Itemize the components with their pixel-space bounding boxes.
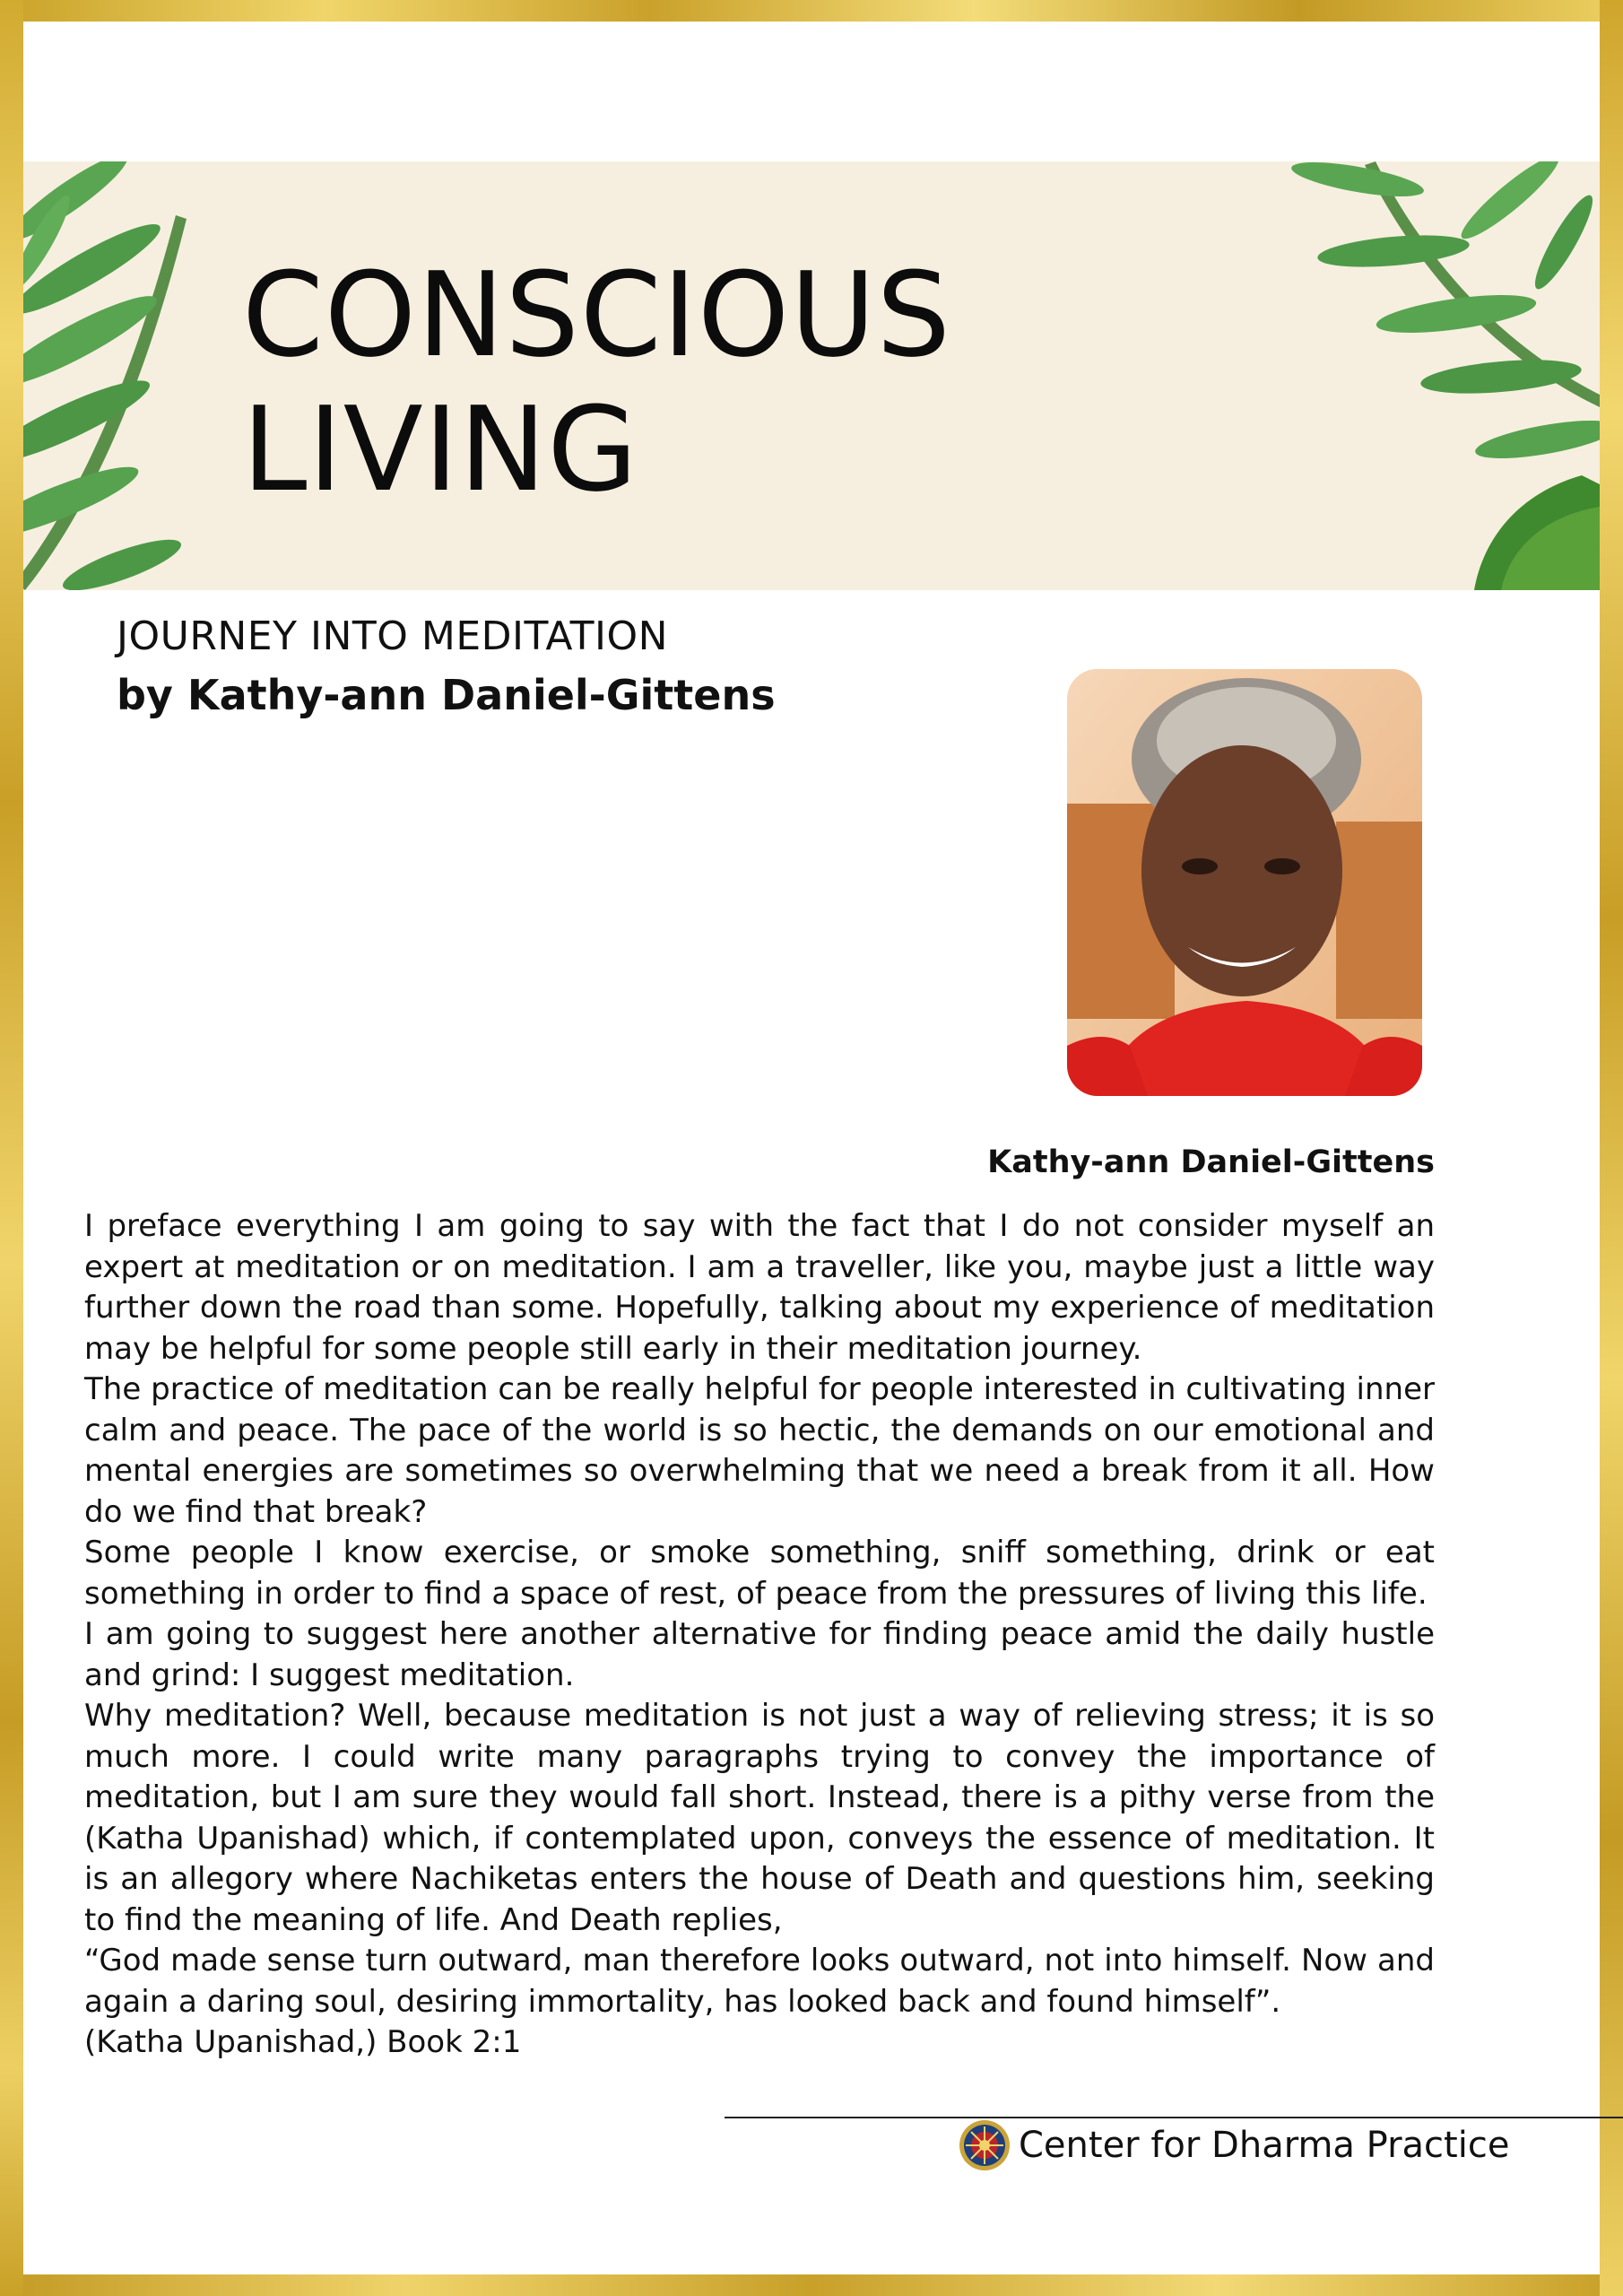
photo-caption: Kathy-ann Daniel-Gittens [987, 1144, 1435, 1180]
header-banner [23, 161, 1600, 590]
gold-frame-right [1600, 0, 1623, 2296]
gold-frame-left [0, 0, 23, 2296]
article-quote: “God made sense turn outward, man therefore looks outward, not into himself. Now and again a daring soul, desiring immortality, has looked back and found himself”. [84, 1943, 1435, 2020]
dharma-emblem-icon [958, 2118, 1011, 2172]
quote-citation: (Katha Upanishad,) Book 2:1 [84, 2024, 522, 2060]
banner-title-line-2: LIVING [242, 381, 639, 517]
article-body [84, 1206, 1435, 2064]
banner-title [242, 248, 951, 517]
footer [958, 2118, 1509, 2172]
banner-title-line-1: CONSCIOUS [242, 247, 951, 383]
article-paragraph: Why meditation? Well, because meditation is not just a way of relieving stress; it is so much more. I could write many paragraphs trying to convey the importance of meditation, but I am sure they would fall short. Instead, there is a pithy verse from the (Katha Upanishad) which, if contemplated upon, conveys the essence of meditation. It is an allegory where Nachiketas enters the house of Death and questions him, seeking to find the meaning of life. And Death replies, [84, 1698, 1435, 1938]
article-byline: by Kathy-ann Daniel-Gittens [117, 671, 776, 719]
article-paragraph: I preface everything I am going to say with the fact that I do not consider myself an expert at meditation or on meditation. I am a traveller, like you, maybe just a little way further down the road than some. Hopefully, talking about my experience of meditation may be helpful for some people still early in their meditation journey. [84, 1208, 1435, 1367]
article-subtitle: JOURNEY INTO MEDITATION [117, 613, 669, 659]
article-paragraph: The practice of meditation can be really helpful for people interested in cultivating inner calm and peace. The pace of the world is so hectic, the demands on our emotional and mental energies are sometimes so overwhelming that we need a break from it all. How do we find that break? [84, 1371, 1435, 1530]
author-photo [1067, 669, 1422, 1096]
gold-frame-top [0, 0, 1623, 22]
author-portrait-image [1067, 669, 1422, 1096]
article-paragraph: I am going to suggest here another alternative for finding peace amid the daily hustle and grind: I suggest meditation. [84, 1616, 1435, 1693]
organization-name: Center for Dharma Practice [1019, 2125, 1510, 2166]
leaf-decoration-right [1277, 161, 1600, 590]
article-paragraph: Some people I know exercise, or smoke something, sniff something, drink or eat something in order to find a space of rest, of peace from the pressures of living this life. [84, 1535, 1435, 1612]
gold-frame-bottom [0, 2274, 1623, 2296]
leaf-decoration-left [23, 161, 256, 590]
